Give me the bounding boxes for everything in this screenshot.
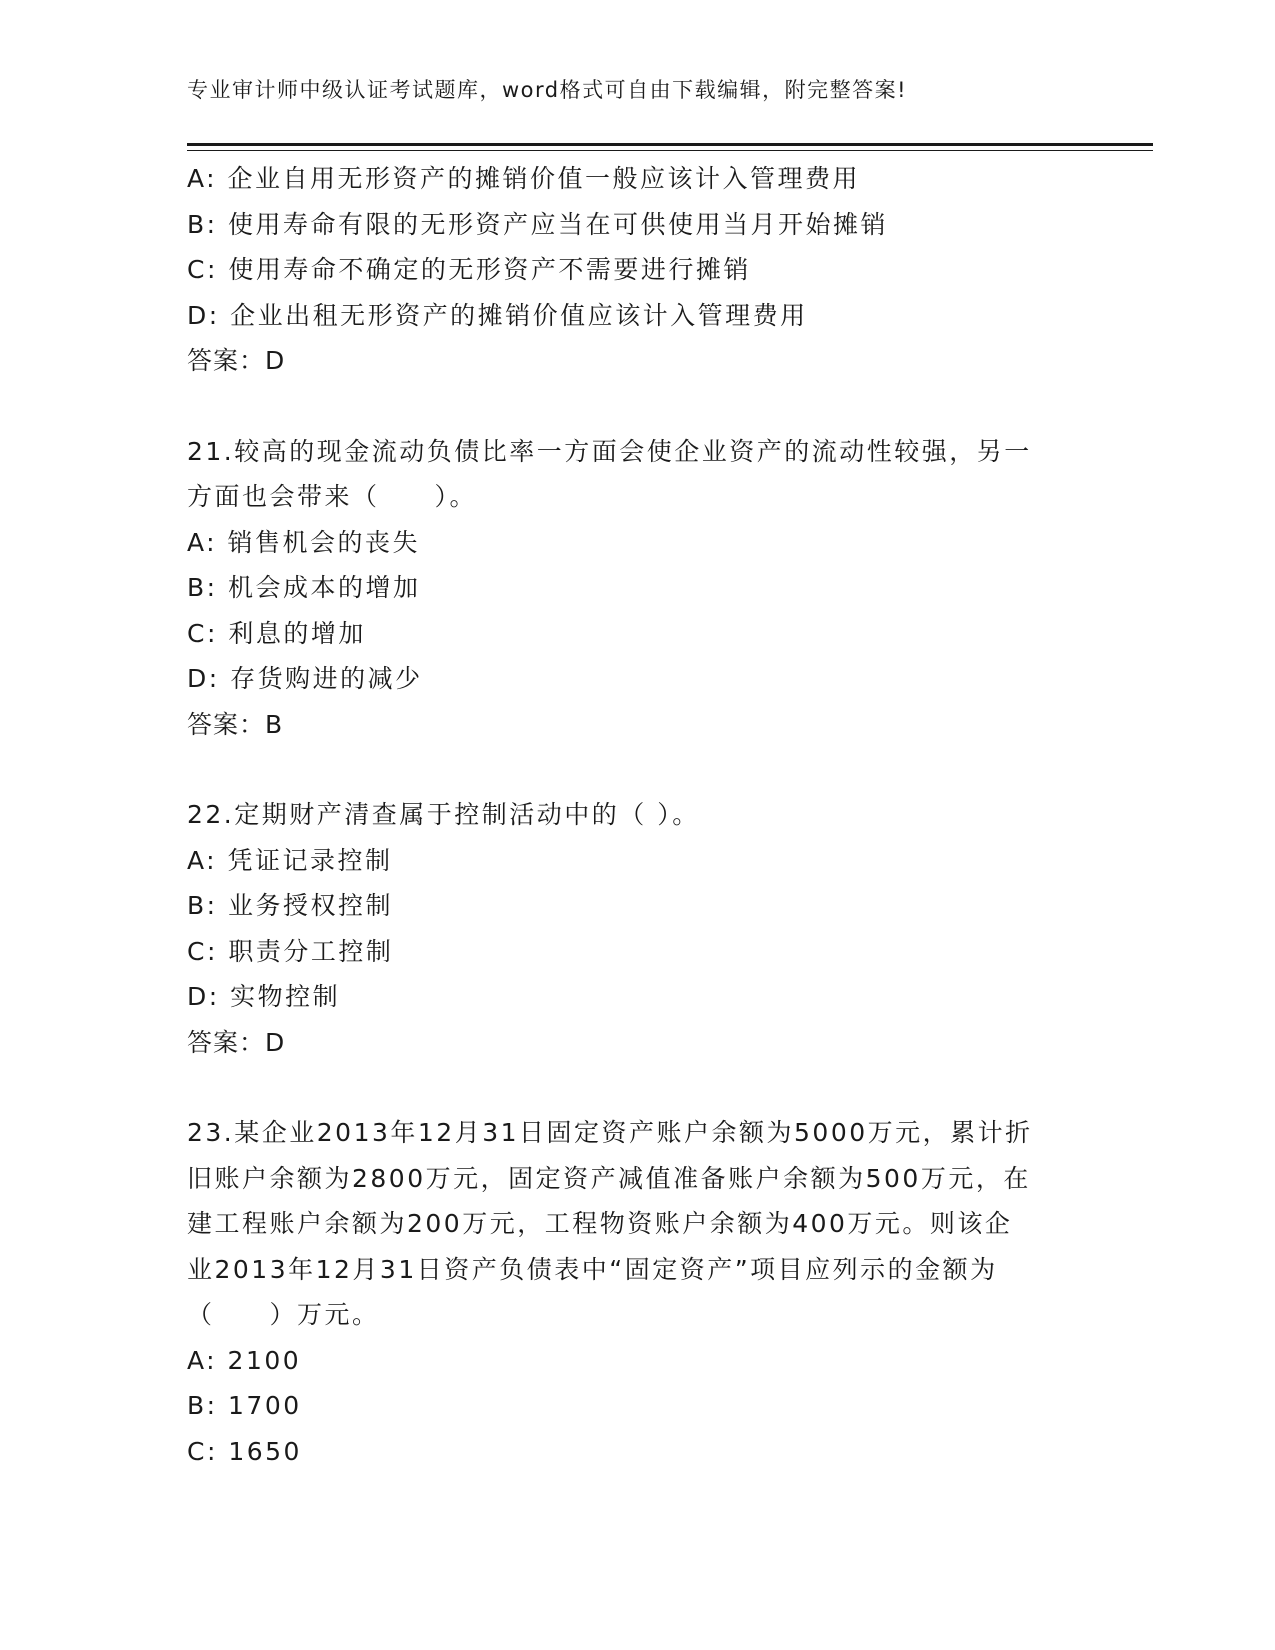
answer-line: 答案：D: [187, 346, 286, 375]
question-stem-line: 建工程账户余额为200万元，工程物资账户余额为400万元。则该企: [187, 1209, 1013, 1238]
question-stem-line: 22.定期财产清查属于控制活动中的（ ）。: [187, 800, 700, 829]
question-stem-line: 方面也会带来（ ）。: [187, 482, 478, 511]
answer-line: 答案：B: [187, 709, 284, 739]
option-d: D: 实物控制: [187, 982, 341, 1011]
option-c: C: 1650: [187, 1436, 302, 1466]
question-stem-line: 业2013年12月31日资产负债表中“固定资产”项目应列示的金额为: [187, 1254, 998, 1284]
document-body: [187, 156, 1087, 1474]
header-rule-thin: [187, 150, 1153, 151]
header-rule-thick: [187, 143, 1153, 146]
option-d: D: 存货购进的减少: [187, 664, 423, 693]
question-22: [187, 792, 1087, 1065]
question-stem-line: 21.较高的现金流动负债比率一方面会使企业资产的流动性较强，另一: [187, 436, 1032, 466]
option-a: A: 凭证记录控制: [187, 845, 393, 875]
page-header: 专业审计师中级认证考试题库，word格式可自由下载编辑，附完整答案!: [187, 78, 908, 102]
option-b: B: 使用寿命有限的无形资产应当在可供使用当月开始摊销: [187, 209, 889, 239]
spacer: [187, 1065, 1087, 1110]
option-a: A: 企业自用无形资产的摊销价值一般应该计入管理费用: [187, 164, 861, 193]
option-b: B: 机会成本的增加: [187, 573, 421, 602]
option-a: A: 销售机会的丧失: [187, 527, 421, 557]
answer-line: 答案：D: [187, 1027, 286, 1057]
question-21: [187, 429, 1087, 748]
option-b: B: 业务授权控制: [187, 891, 394, 920]
question-block-previous: [187, 156, 1087, 384]
option-c: C: 职责分工控制: [187, 936, 394, 966]
option-d: D: 企业出租无形资产的摊销价值应该计入管理费用: [187, 300, 808, 330]
question-stem-line: （ ）万元。: [187, 1300, 380, 1329]
question-stem-line: 23.某企业2013年12月31日固定资产账户余额为5000万元，累计折: [187, 1118, 1033, 1147]
option-c: C: 使用寿命不确定的无形资产不需要进行摊销: [187, 255, 751, 284]
option-a: A: 2100: [187, 1345, 302, 1375]
spacer: [187, 384, 1087, 429]
option-b: B: 1700: [187, 1391, 302, 1420]
option-c: C: 利息的增加: [187, 618, 366, 648]
spacer: [187, 747, 1087, 792]
question-stem-line: 旧账户余额为2800万元，固定资产减值准备账户余额为500万元，在: [187, 1163, 1031, 1193]
question-23: [187, 1110, 1087, 1474]
